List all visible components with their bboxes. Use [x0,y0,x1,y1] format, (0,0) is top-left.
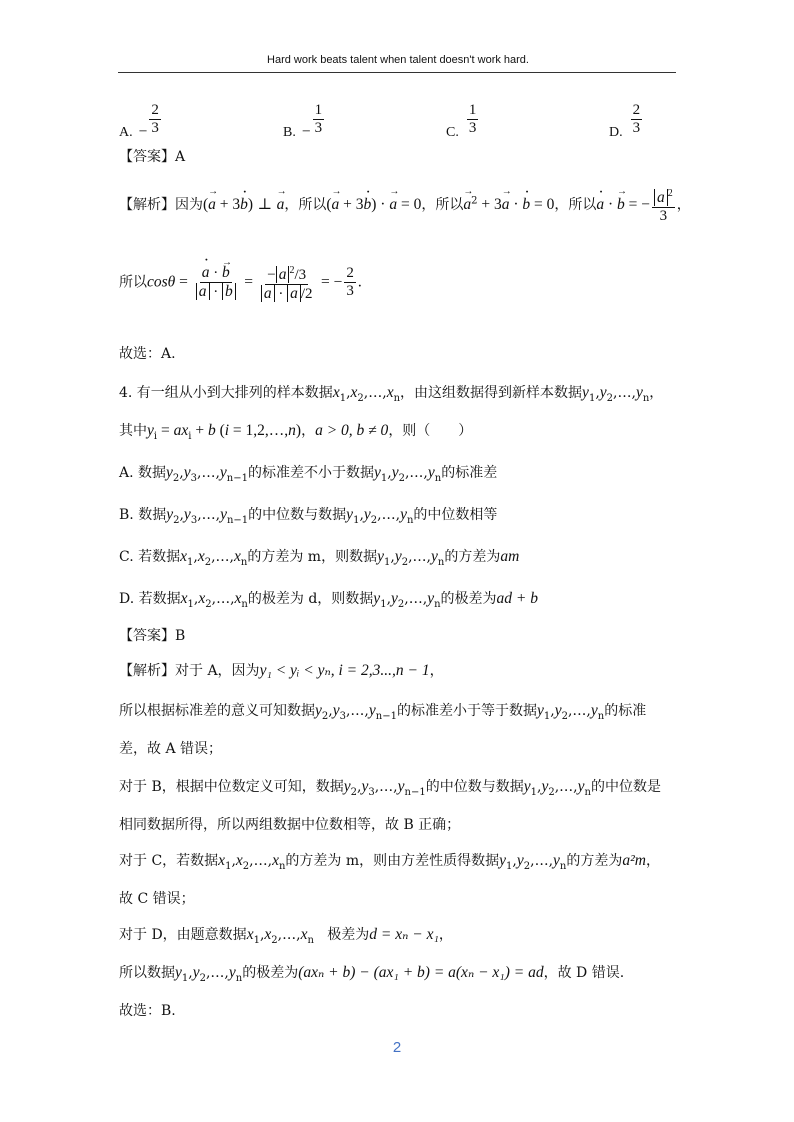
q4-analysis-c2: 故 C 错误； [119,891,195,907]
q4-stem-line2: 其中$y_i = ax_i + b$ (i = 1,2,…,n)，a > 0, b ≠ 0，则（ ） [119,422,473,442]
q3-cos-line: 所以cosθ = $\frac{a \cdot \cdot b \to}{a \cdot b}$ = $\frac{- a ^2/3}{a \cdot a /2}$ = − $\frac{2}{3}$ . [119,262,362,303]
q4-analysis-b2: 相同数据所得，所以两组数据中位数相等，故 B 正确； [119,817,461,833]
q4-analysis-a2: 所以根据标准差的意义可知数据$y_2,y_3,\dots,y_{n-1}$的标准差小于等于数据$y_1,y_2,\dots,y_n$的标准 [119,702,647,722]
q4-analysis-a3: 差，故 A 错误； [119,741,223,757]
option-a: A. − $\frac{2}{3}$ [119,102,159,140]
q3-answer: 【答案】A [119,149,186,165]
option-b: B. − $\frac{1}{3}$ [283,102,323,140]
q4-answer: 【答案】B [119,628,186,644]
q3-choose: 故选：A. [119,346,176,362]
header-rule [118,72,676,73]
q4-analysis-c1: 对于 C，若数据$x_1,x_2,\dots,x_n$的方差为 m，则由方差性质得数据$y_1,y_2,\dots,y_n$的方差为a²m， [119,852,660,872]
q4-analysis-d2: 所以数据$y_1,y_2,\dots,y_n$的极差为(axₙ + b) − (ax₁ + b) = a(xₙ − x₁) = ad，故 D 错误. [119,964,625,984]
q4-analysis-d1: 对于 D，由题意数据$x_1,x_2,\dots,x_n$ 极差为d = xₙ − x₁， [119,926,453,946]
q4-analysis-a1: 【解析】对于 A，因为y₁ < yᵢ < yₙ, i = 2,3...,n − 1， [119,662,444,679]
q4-option-d: D. 若数据$x_1,x_2,\dots,x_n$的极差为 d，则数据$y_1,y_2,\dots,y_n$的极差为ad + b [119,590,538,610]
option-d: D. $\frac{2}{3}$ [609,102,641,140]
header-motto: Hard work beats talent when talent doesn't work hard. [267,54,529,66]
q4-option-a: A. 数据$y_2,y_3,\dots,y_{n-1}$的标准差不小于数据$y_1,y_2,\dots,y_n$的标准差 [119,464,498,484]
q4-stem-line1: 4. 有一组从小到大排列的样本数据$x_1,x_2,\dots,x_n$，由这组数据得到新样本数据$y_1,y_2,\dots,y_n$， [119,384,664,404]
option-c: C. $\frac{1}{3}$ [446,102,477,140]
q4-analysis-b1: 对于 B，根据中位数定义可知，数据$y_2,y_3,\dots,y_{n-1}$的中位数与数据$y_1,y_2,\dots,y_n$的中位数是 [119,778,661,798]
q3-analysis-line1: 【解析】因为(a → + 3b ·) ⊥ a →，所以(a → + 3b ·) · a → = 0，所以a →$^2$ + 3a → · b · = 0，所以a · · b → = − $\frac{a ^2}{3}$ ， [119,185,691,225]
q4-choose: 故选：B. [119,1003,176,1019]
page-number: 2 [392,1039,402,1056]
q4-option-c: C. 若数据$x_1,x_2,\dots,x_n$的方差为 m，则数据$y_1,y_2,\dots,y_n$的方差为am [119,548,520,568]
q4-option-b: B. 数据$y_2,y_3,\dots,y_{n-1}$的中位数与数据$y_1,y_2,\dots,y_n$的中位数相等 [119,506,498,526]
